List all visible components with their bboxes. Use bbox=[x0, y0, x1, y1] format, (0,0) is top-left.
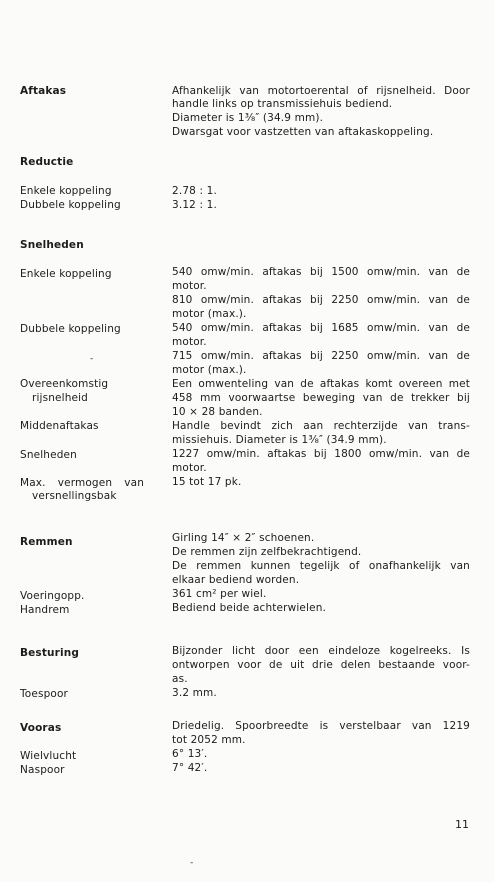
besturing-line-1: Bijzonder licht door een eindeloze kogelreeks. Is bbox=[172, 645, 470, 657]
heading-aftakas: Aftakas bbox=[20, 85, 67, 97]
snelheden-label-dubbele: Dubbele koppeling bbox=[20, 323, 121, 335]
snelheden-label-midden: Middenaftakas bbox=[20, 420, 99, 432]
snelheden-line-11: 10 × 28 banden. bbox=[172, 406, 263, 418]
vooras-line-2: tot 2052 mm. bbox=[172, 734, 246, 746]
snelheden-label-overeen-2: rijsnelheid bbox=[32, 392, 89, 404]
snelheden-line-13: missiehuis. Diameter is 1³⁄₈″ (34.9 mm). bbox=[172, 434, 387, 446]
vooras-line-1: Driedelig. Spoorbreedte is verstelbaar van 1219 bbox=[172, 720, 470, 732]
snelheden-label-overeen-1: Overeenkomstig bbox=[20, 378, 109, 390]
aftakas-line-2: handle links op transmissiehuis bediend. bbox=[172, 98, 393, 110]
snelheden-line-6: motor. bbox=[172, 336, 207, 348]
remmen-line-2: De remmen zijn zelfbekrachtigend. bbox=[172, 546, 362, 558]
snelheden-line-4: motor (max.). bbox=[172, 308, 247, 320]
snelheden-line-2: motor. bbox=[172, 280, 207, 292]
snelheden-line-5: 540 omw/min. aftakas bij 1685 omw/min. van de bbox=[172, 322, 470, 334]
snelheden-label-max-2: versnellingsbak bbox=[32, 490, 117, 502]
vooras-label-naspoor: Naspoor bbox=[20, 764, 65, 776]
heading-snelheden: Snelheden bbox=[20, 239, 84, 251]
remmen-line-3: De remmen kunnen tegelijk of onafhankelijk van bbox=[172, 560, 470, 572]
besturing-line-4: 3.2 mm. bbox=[172, 687, 217, 699]
vooras-line-3: 6° 13′. bbox=[172, 748, 208, 760]
snelheden-line-8: motor (max.). bbox=[172, 364, 247, 376]
snelheden-line-9: Een omwenteling van de aftakas komt overeen met bbox=[172, 378, 470, 390]
snelheden-line-14: 1227 omw/min. aftakas bij 1800 omw/min. van de bbox=[172, 448, 470, 460]
snelheden-line-7: 715 omw/min. aftakas bij 2250 omw/min. van de bbox=[172, 350, 470, 362]
heading-vooras: Vooras bbox=[20, 722, 62, 734]
reductie-value-enkele: 2.78 : 1. bbox=[172, 185, 217, 197]
snelheden-line-10: 458 mm voorwaartse beweging van de trekker bij bbox=[172, 392, 470, 404]
aftakas-line-3: Diameter is 1³⁄₈″ (34.9 mm). bbox=[172, 112, 324, 124]
snelheden-line-3: 810 omw/min. aftakas bij 2250 omw/min. van de bbox=[172, 294, 470, 306]
snelheden-line-15: motor. bbox=[172, 462, 207, 474]
vooras-label-wielvlucht: Wielvlucht bbox=[20, 750, 77, 762]
page-number: 11 bbox=[455, 818, 469, 831]
remmen-label-handrem: Handrem bbox=[20, 604, 70, 616]
besturing-line-3: as. bbox=[172, 673, 188, 685]
reductie-value-dubbele: 3.12 : 1. bbox=[172, 199, 217, 211]
dash-mark: - bbox=[90, 354, 94, 364]
bottom-mark: - bbox=[190, 858, 194, 868]
heading-remmen: Remmen bbox=[20, 536, 73, 548]
besturing-line-2: ontworpen voor de uit drie delen bestaande voor- bbox=[172, 659, 470, 671]
heading-reductie: Reductie bbox=[20, 156, 74, 168]
remmen-line-5: 361 cm² per wiel. bbox=[172, 588, 267, 600]
snelheden-label-max-1: Max. vermogen van bbox=[20, 477, 144, 489]
remmen-label-voeringopp: Voeringopp. bbox=[20, 590, 85, 602]
reductie-label-dubbele: Dubbele koppeling bbox=[20, 199, 121, 211]
snelheden-line-12: Handle bevindt zich aan rechterzijde van trans- bbox=[172, 420, 470, 432]
snelheden-line-16: 15 tot 17 pk. bbox=[172, 476, 242, 488]
reductie-label-enkele: Enkele koppeling bbox=[20, 185, 112, 197]
aftakas-line-4: Dwarsgat voor vastzetten van aftakaskoppeling. bbox=[172, 126, 434, 138]
heading-besturing: Besturing bbox=[20, 647, 79, 659]
snelheden-label-snelheden: Snelheden bbox=[20, 449, 77, 461]
snelheden-line-1: 540 omw/min. aftakas bij 1500 omw/min. van de bbox=[172, 266, 470, 278]
snelheden-label-enkele: Enkele koppeling bbox=[20, 268, 112, 280]
remmen-line-4: elkaar bediend worden. bbox=[172, 574, 300, 586]
remmen-line-6: Bediend beide achterwielen. bbox=[172, 602, 327, 614]
vooras-line-4: 7° 42′. bbox=[172, 762, 208, 774]
aftakas-line-1: Afhankelijk van motortoerental of rijsnelheid. Door bbox=[172, 85, 470, 97]
remmen-line-1: Girling 14″ × 2″ schoenen. bbox=[172, 532, 315, 544]
besturing-label-toespoor: Toespoor bbox=[20, 688, 69, 700]
